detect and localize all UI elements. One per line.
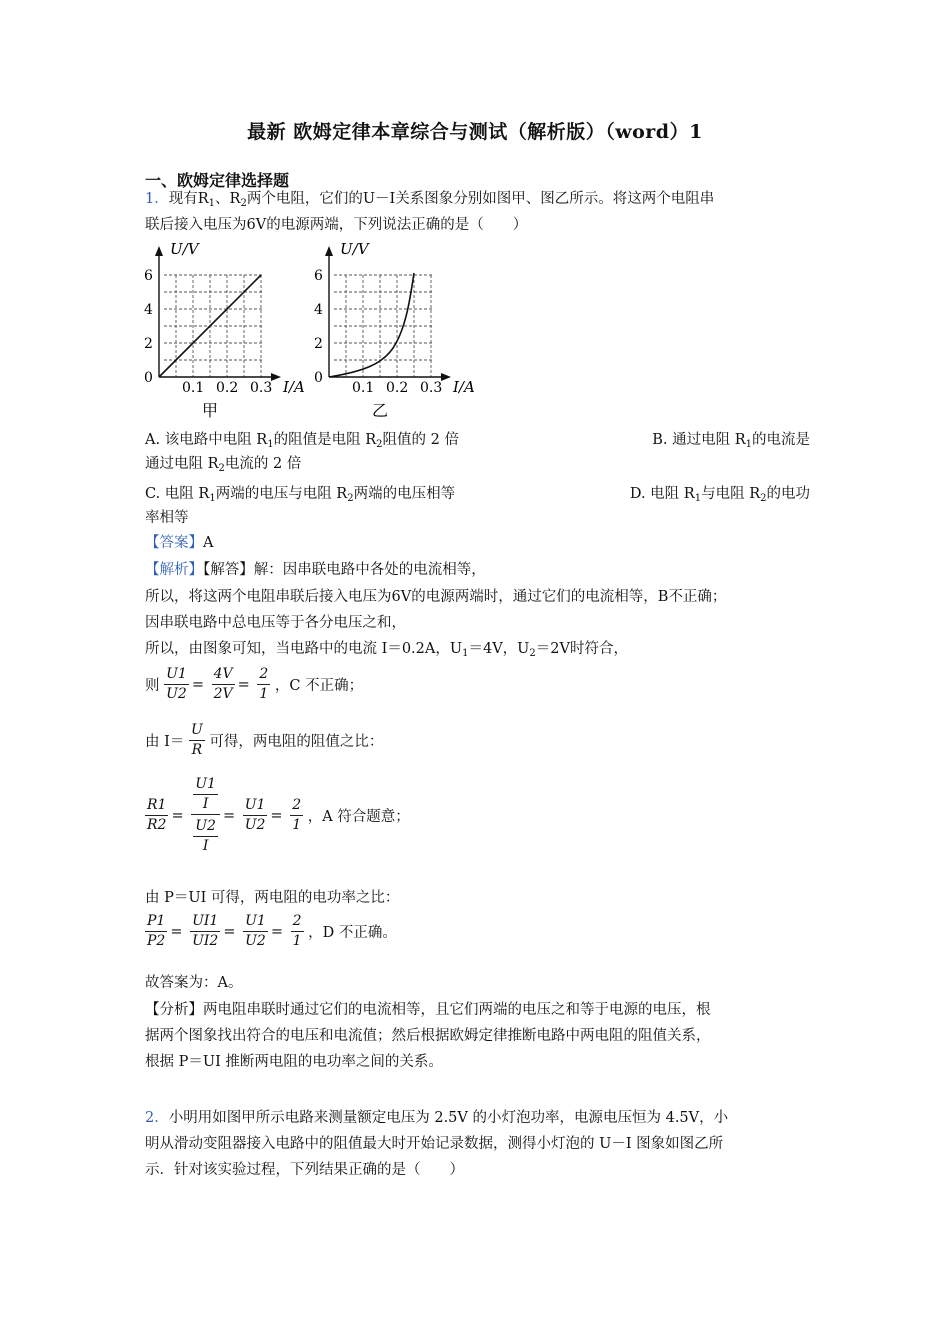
solution-line4: 所以，由图象可知，当电路中的电流 I＝0.2A，$U_1=4V$，$U_2=2V$时符合， bbox=[145, 641, 628, 659]
answer-value: A bbox=[203, 535, 214, 551]
option-c: C. 电阻 $R_1$两端的电压与电阻 $R_2$两端的电压相等 bbox=[145, 486, 456, 504]
option-d-cont: 率相等 bbox=[145, 510, 189, 526]
option-b: B. 通过电阻 $R_1$的电流是 bbox=[652, 432, 810, 450]
graph-left-caption: 甲 bbox=[202, 401, 219, 420]
q1-stem-line2: 联后接入电压为6V的电源两端，下列说法正确的是（ ） bbox=[145, 217, 528, 233]
graph-left-xlabel: I/A bbox=[283, 378, 305, 396]
graph-left-xtick-3: 0.3 bbox=[250, 380, 273, 396]
formula-voltage-ratio: 则 $\frac{U1}{U2}$ = $\frac{4V}{2V}$ = $\frac{2}{1}$ ，C 不正确； bbox=[145, 666, 364, 702]
solution-line1: 【解析】【解答】解：因串联电路中各处的电流相等， bbox=[145, 562, 486, 578]
graph-right-ytick-6: 6 bbox=[314, 268, 323, 284]
graph-right bbox=[314, 240, 475, 420]
graph-left-ytick-2: 2 bbox=[144, 336, 153, 352]
graph-right-ytick-4: 4 bbox=[314, 302, 323, 318]
analysis-line3: 根据 P＝UI 推断两电阻的电功率之间的关系。 bbox=[145, 1054, 443, 1070]
graph-left-xtick-2: 0.2 bbox=[216, 380, 239, 396]
option-a: A. 该电路中电阻 $R_1$的阻值是电阻 $R_2$阻值的 2 倍 bbox=[145, 432, 459, 450]
graph-right-ylabel: U/V bbox=[340, 240, 369, 258]
graph-right-ytick-2: 2 bbox=[314, 336, 323, 352]
q1-stem-line1: 1．现有$R_1$、$R_2$两个电阻，它们的U－I关系图象分别如图甲、图乙所示。将这两个电阻串 bbox=[145, 191, 715, 209]
q2-stem-line1: 2．小明用如图甲所示电路来测量额定电压为 2.5V 的小灯泡功率，电源电压恒为 4.5V，小 bbox=[145, 1110, 729, 1126]
q1-number: 1． bbox=[145, 191, 169, 207]
formula-resistance-ratio: $\frac{R1}{R2}$ = $\frac{\frac{U1}{I}}{\frac{U2}{I}}$ = $\frac{U1}{U2}$ = $\frac{2}{1}$ ，A 符合题意； bbox=[147, 776, 410, 854]
analysis-line1: 【分析】两电阻串联时通过它们的电流相等，且它们两端的电压之和等于电源的电压，根 bbox=[145, 1002, 711, 1018]
formula-ohm: 由 I＝ $\frac{U}{R}$ 可得，两电阻的阻值之比： bbox=[145, 722, 384, 758]
graph-right-ytick-0: 0 bbox=[314, 370, 323, 386]
graph-left bbox=[144, 240, 305, 420]
solution-line3: 因串联电路中总电压等于各分电压之和， bbox=[145, 615, 406, 631]
graph-right-xtick-3: 0.3 bbox=[420, 380, 443, 396]
section-heading: 一、欧姆定律选择题 bbox=[145, 171, 290, 190]
conclusion-line: 故答案为：A。 bbox=[145, 975, 243, 991]
option-b-cont: 通过电阻 $R_2$电流的 2 倍 bbox=[145, 456, 302, 474]
power-line: 由 P＝UI 可得，两电阻的电功率之比： bbox=[145, 890, 400, 906]
graph-right-curve bbox=[329, 273, 414, 377]
document-title: 最新 欧姆定律本章综合与测试（解析版）（word）1 bbox=[247, 121, 703, 143]
graph-left-ylabel: U/V bbox=[170, 240, 199, 258]
answer-line bbox=[145, 530, 810, 556]
formula-power-ratio: $\frac{P1}{P2}$ = $\frac{UI1}{UI2}$ = $\frac{U1}{U2}$ = $\frac{2}{1}$ ，D 不正确。 bbox=[147, 913, 397, 949]
graph-right-xtick-2: 0.2 bbox=[386, 380, 409, 396]
solution-line2: 所以，将这两个电阻串联后接入电压为6V的电源两端时，通过它们的电流相等，B不正确； bbox=[145, 589, 727, 605]
graph-left-xtick-1: 0.1 bbox=[182, 380, 205, 396]
analysis-tag: 【解析】 bbox=[145, 562, 203, 578]
graph-right-caption: 乙 bbox=[372, 401, 389, 420]
option-d: D. 电阻 $R_1$与电阻 $R_2$的电功 bbox=[629, 486, 810, 504]
answer-tag: 【答案】 bbox=[145, 535, 203, 551]
graph-right-xtick-1: 0.1 bbox=[352, 380, 375, 396]
graph-left-ytick-6: 6 bbox=[144, 268, 153, 284]
q2-stem-line3: 示．针对该实验过程，下列结果正确的是（ ） bbox=[145, 1162, 464, 1178]
q1-options-row1 bbox=[145, 428, 810, 450]
q2-number: 2． bbox=[145, 1110, 169, 1126]
q1-figure bbox=[140, 240, 480, 422]
graph-left-ytick-4: 4 bbox=[144, 302, 153, 318]
graph-left-ytick-0: 0 bbox=[144, 370, 153, 386]
q1-options-row2 bbox=[145, 482, 810, 504]
q2-stem-line2: 明从滑动变阻器接入电路中的阻值最大时开始记录数据，测得小灯泡的 U－I 图象如图乙所 bbox=[145, 1136, 724, 1152]
analysis-line2: 据两个图象找出符合的电压和电流值；然后根据欧姆定律推断电路中两电阻的阻值关系， bbox=[145, 1028, 711, 1044]
graph-right-xlabel: I/A bbox=[453, 378, 475, 396]
